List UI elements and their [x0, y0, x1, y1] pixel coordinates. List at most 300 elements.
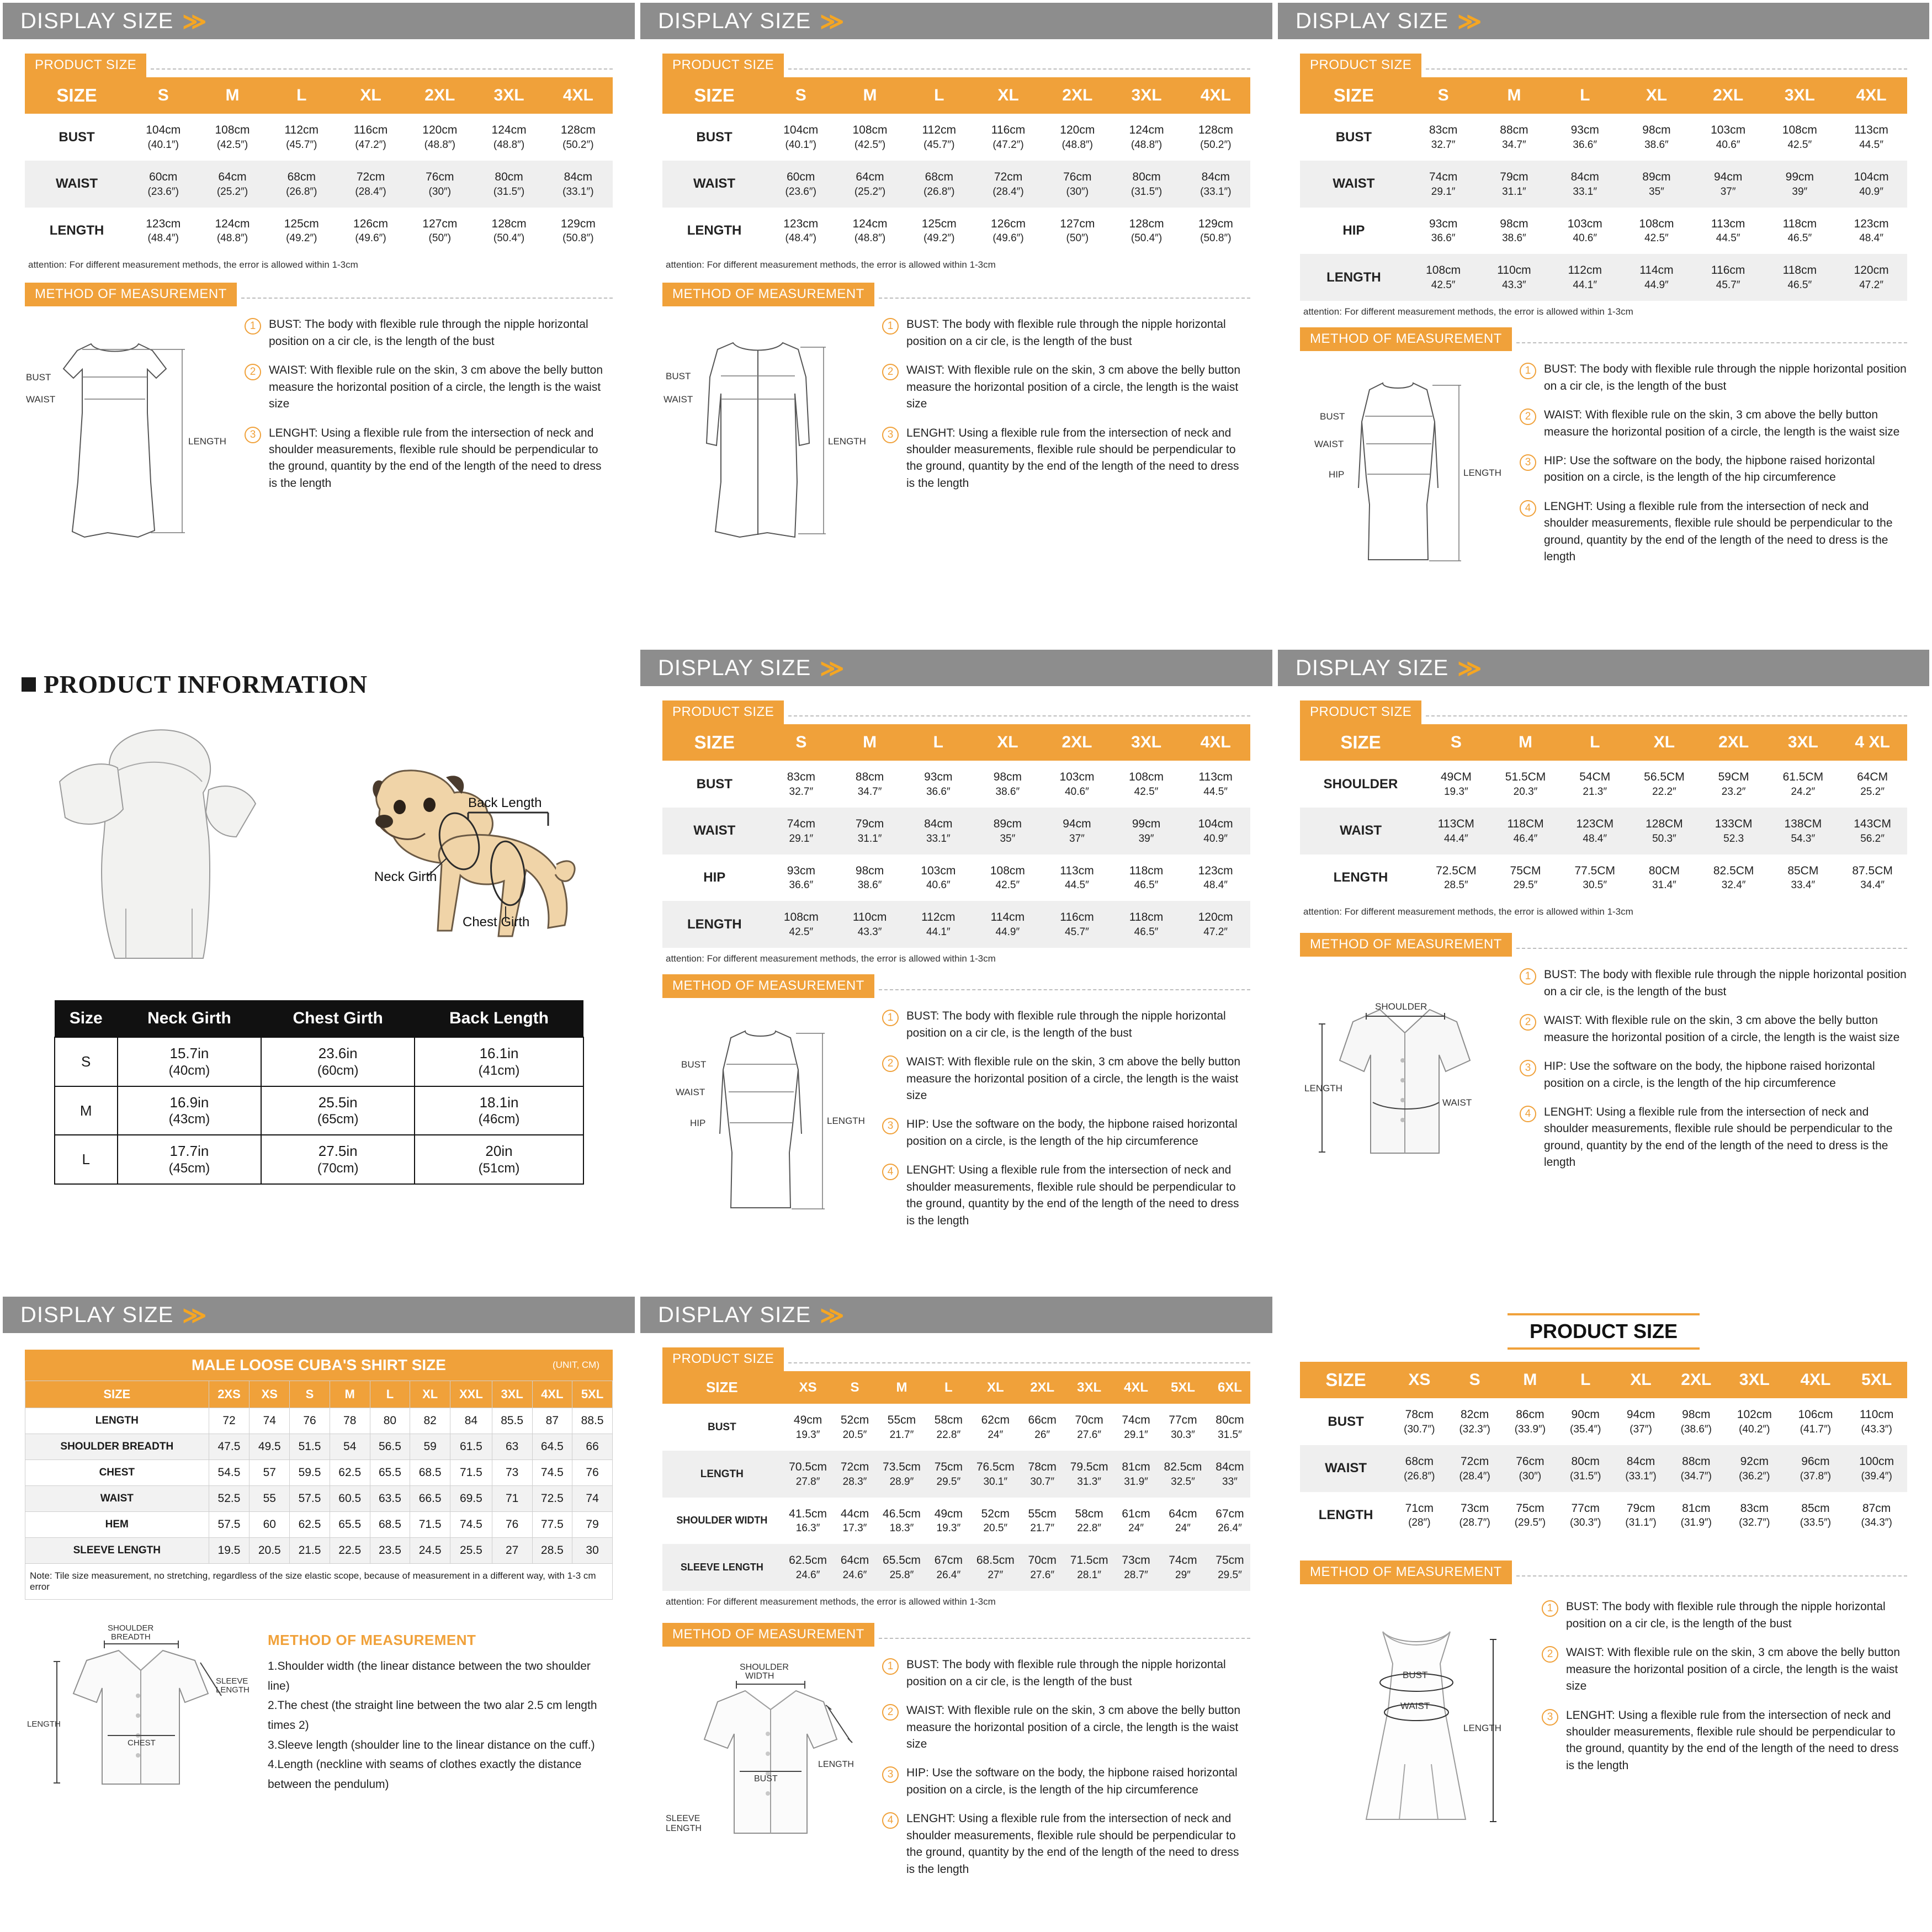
cell: 138CM 54.3″ — [1784, 817, 1822, 845]
product-size-tag: PRODUCT SIZE — [662, 1347, 784, 1371]
cell: 76 — [290, 1408, 330, 1434]
cell: 125cm (49.2″) — [284, 217, 319, 245]
cell: 116cm 45.7″ — [1711, 264, 1745, 291]
step-number: 2 — [1520, 1014, 1536, 1031]
svg-text:WAIST: WAIST — [1442, 1097, 1472, 1108]
measure-text: HIP: Use the software on the body, the hipbone raised horizontal position on a circle, is the length of the hip circumference — [906, 1766, 1238, 1796]
col-size: SIZE — [25, 1381, 209, 1408]
cell: 112cm (45.7″) — [284, 124, 319, 151]
panel-4-product-information — [0, 647, 638, 1294]
col-4xl: 4XL — [1785, 1362, 1846, 1398]
garment-figure-bodycon-dress — [1300, 361, 1510, 582]
cell: 75cm 29.5″ — [1216, 1554, 1244, 1581]
svg-text:BUST: BUST — [26, 372, 51, 383]
step-number: 4 — [1520, 500, 1536, 517]
col-4xl: 4XL — [1181, 724, 1250, 761]
cell: 112cm (45.7″) — [922, 124, 957, 151]
svg-text:LENGTH: LENGTH — [666, 1824, 702, 1834]
cell: 63 — [492, 1434, 532, 1460]
cell: 76 — [572, 1460, 613, 1486]
cell: 60 — [250, 1512, 290, 1538]
table-row — [662, 761, 1250, 808]
col-2xl: 2XL — [1669, 1362, 1724, 1398]
chevron-right-icon: ≫ — [1457, 655, 1479, 681]
cell: 68.5cm 27″ — [976, 1554, 1015, 1581]
cell: 116cm (47.2″) — [991, 124, 1026, 151]
cell: 66.5 — [410, 1486, 450, 1512]
col-m: M — [198, 77, 267, 114]
col-3xl: 3XL — [492, 1381, 532, 1408]
cuba-title-text: MALE LOOSE CUBA'S SHIRT SIZE — [192, 1356, 446, 1373]
col-5xl: 5XL — [1156, 1371, 1209, 1404]
cell: 103cm 40.6″ — [921, 864, 956, 891]
col-l: L — [928, 1371, 969, 1404]
measure-text: BUST: The body with flexible rule through the nipple horizontal position on a cir cle, is the length of the bust — [1566, 1600, 1886, 1630]
display-size-label: DISPLAY SIZE — [20, 1302, 174, 1327]
measure-item-hip — [1520, 1058, 1907, 1092]
cell: 104cm 40.9″ — [1854, 170, 1889, 198]
cell: 116cm (47.2″) — [353, 124, 388, 151]
cell: 94cm 37″ — [1063, 817, 1091, 845]
product-size-tag: PRODUCT SIZE — [25, 54, 146, 77]
col-xl: XL — [969, 1371, 1022, 1404]
cell: 88cm (34.7″) — [1680, 1455, 1712, 1482]
cell: 52cm 20.5″ — [840, 1414, 869, 1441]
cell: 99cm 39″ — [1785, 170, 1814, 198]
cell: 59.5 — [290, 1460, 330, 1486]
cell: 120cm (48.8″) — [422, 124, 458, 151]
measure-item-waist — [882, 1702, 1250, 1753]
cell: 69.5 — [450, 1486, 492, 1512]
measure-text: WAIST: With flexible rule on the skin, 3 cm above the belly button measure the horizontal position of a circle, the length is the waist size — [269, 364, 603, 411]
cell: 80cm 31.5″ — [1216, 1414, 1244, 1441]
step-number: 1 — [882, 1658, 899, 1675]
dashed-rule — [1516, 1575, 1907, 1577]
cell: 57 — [250, 1460, 290, 1486]
product-information-title: PRODUCT INFORMATION — [44, 670, 368, 698]
cell: 64cm (25.2″) — [216, 170, 248, 198]
table-row — [1300, 1398, 1907, 1445]
step-number: 2 — [1520, 408, 1536, 425]
row-label: SLEEVE LENGTH — [25, 1538, 209, 1564]
garment-figure-dress-shirt — [662, 1657, 872, 1890]
page-title — [3, 650, 635, 699]
method-of-measurement-tag: METHOD OF MEASUREMENT — [1300, 327, 1512, 351]
dashed-rule — [1426, 68, 1907, 70]
cell: 88cm 34.7″ — [1500, 124, 1528, 151]
cell: 84cm 33.1″ — [1570, 170, 1599, 198]
cell: 143CM 56.2″ — [1854, 817, 1891, 845]
product-size-section-5 — [640, 686, 1272, 964]
cell: 17.7in (45cm) — [118, 1135, 261, 1184]
cell: 118cm 46.5″ — [1782, 264, 1817, 291]
measure-item-length — [882, 425, 1250, 492]
step-number: 3 — [1542, 1709, 1558, 1726]
dashed-rule — [788, 715, 1250, 716]
cell: 61.5 — [450, 1434, 492, 1460]
measure-item-waist — [882, 362, 1250, 412]
step-number: 1 — [1520, 363, 1536, 379]
col-s: S — [1447, 1362, 1502, 1398]
table-row — [25, 1512, 613, 1538]
cell: 113cm 44.5″ — [1198, 771, 1233, 798]
dashed-rule — [241, 298, 613, 299]
table-row — [1300, 1492, 1907, 1539]
col-size: SIZE — [1300, 1362, 1392, 1398]
cell: 93cm 36.6″ — [787, 864, 816, 891]
table-row — [662, 1404, 1250, 1451]
measure-text: WAIST: With flexible rule on the skin, 3 cm above the belly button measure the horizontal position of a circle, the length is the waist size — [906, 1055, 1241, 1102]
row-label: LENGTH — [49, 223, 104, 238]
cell: 85cm (33.5″) — [1800, 1501, 1832, 1529]
cell: 81cm 31.9″ — [1122, 1460, 1150, 1488]
row-label: BUST — [1328, 1414, 1364, 1429]
col-m: M — [875, 1371, 928, 1404]
table-row — [662, 1544, 1250, 1591]
col-m: M — [835, 77, 904, 114]
attention-note: attention: For different measurement methods, the error is allowed within 1-3cm — [666, 1596, 996, 1607]
dog-hoodie-illustration — [3, 699, 635, 986]
cuba-note: Note: Tile size measurement, no stretching, regardless of the size elastic scope, because of measurement in a different way, with 1-3 cm error — [25, 1564, 613, 1600]
measure-item-waist — [1520, 407, 1907, 440]
cell: 118cm 46.5″ — [1129, 911, 1164, 938]
cell: 128cm (50.2″) — [560, 124, 596, 151]
col-s: S — [290, 1381, 330, 1408]
cell: 76cm (30″) — [426, 170, 454, 198]
cell: 112cm 44.1″ — [1568, 264, 1602, 291]
cell: 108cm 42.5″ — [1639, 217, 1674, 245]
measure-text: LENGHT: Using a flexible rule from the intersection of neck and shoulder measurements, flexible rule should be perpendicular to the ground, quantity by the end of the length of the need to dress is the length — [906, 1812, 1239, 1876]
col-4xl: 4XL — [532, 1381, 572, 1408]
col-xs: XS — [782, 1371, 835, 1404]
chevron-right-icon: ≫ — [182, 1302, 204, 1328]
method-of-measurement-heading: METHOD OF MEASUREMENT — [268, 1632, 476, 1648]
col-3xl: 3XL — [1769, 724, 1838, 761]
method-line: 3.Sleeve length (shoulder line to the linear distance on the cuff.) — [268, 1738, 595, 1751]
cell: 65.5 — [330, 1512, 370, 1538]
cell: 92cm (36.2″) — [1739, 1455, 1770, 1482]
cell: 76 — [492, 1512, 532, 1538]
cell: 62.5 — [290, 1512, 330, 1538]
table-row — [662, 1498, 1250, 1544]
cell: 22.5 — [330, 1538, 370, 1564]
bullet-square-icon — [22, 677, 36, 692]
svg-text:LENGTH: LENGTH — [827, 1116, 865, 1127]
svg-text:BUST: BUST — [666, 371, 691, 382]
col-2xl: 2XL — [405, 77, 474, 114]
row-label: SHOULDER WIDTH — [676, 1515, 768, 1526]
method-of-measurement-tag: METHOD OF MEASUREMENT — [1300, 1561, 1512, 1584]
cell: 81cm (31.9″) — [1680, 1501, 1712, 1529]
measure-text: HIP: Use the software on the body, the hipbone raised horizontal position on a circle, is the length of the hip circumference — [1544, 454, 1875, 484]
cell: 75cm (29.5″) — [1514, 1501, 1546, 1529]
cell: 72cm (28.4″) — [355, 170, 386, 198]
cell: 123cm (48.4″) — [146, 217, 181, 245]
row-label: CHEST — [25, 1460, 209, 1486]
dashed-rule — [879, 989, 1250, 990]
dashed-rule — [151, 68, 613, 70]
cell: 84cm (33.1″) — [562, 170, 594, 198]
dashed-rule — [1426, 715, 1907, 716]
cell: 123cm (48.4″) — [783, 217, 819, 245]
cell: 93cm 36.6″ — [1429, 217, 1458, 245]
cell: 62.5 — [330, 1460, 370, 1486]
display-size-label: DISPLAY SIZE — [658, 8, 811, 33]
cell: 74cm 29.1″ — [1122, 1414, 1150, 1441]
garment-figure-tshirt-dress — [25, 316, 235, 548]
cell: 114cm 44.9″ — [1639, 264, 1674, 291]
col-m: M — [1479, 77, 1549, 114]
cell: 30 — [572, 1538, 613, 1564]
step-number: 4 — [882, 1812, 899, 1829]
cell: 71.5cm 28.1″ — [1070, 1554, 1108, 1581]
table-row — [662, 114, 1250, 161]
measure-item-bust — [245, 316, 613, 350]
cell: 128CM 50.3″ — [1646, 817, 1683, 845]
row-label: LENGTH — [25, 1408, 209, 1434]
svg-text:Chest Girth: Chest Girth — [462, 915, 529, 930]
measure-item-length — [882, 1811, 1250, 1878]
method-section-2 — [640, 270, 1272, 548]
col-2xl: 2XL — [1043, 77, 1112, 114]
table-row — [25, 114, 613, 161]
method-of-measurement-tag: METHOD OF MEASUREMENT — [662, 974, 874, 998]
svg-text:BUST: BUST — [681, 1059, 707, 1070]
measure-text: BUST: The body with flexible rule through the nipple horizontal position on a cir cle, is the length of the bust — [906, 1658, 1226, 1688]
svg-text:BUST: BUST — [754, 1774, 778, 1784]
step-number: 3 — [245, 427, 261, 443]
cell: 124cm (48.8″) — [1129, 124, 1164, 151]
step-number: 1 — [1542, 1600, 1558, 1617]
table-row — [662, 208, 1250, 254]
product-size-section-3 — [1278, 39, 1929, 317]
col-xl: XL — [973, 724, 1043, 761]
cell: 118cm 46.5″ — [1782, 217, 1817, 245]
row-label: LENGTH — [687, 916, 742, 932]
method-section-6 — [1278, 917, 1929, 1187]
cell: 61cm 24″ — [1122, 1507, 1150, 1535]
table-row — [1300, 208, 1907, 254]
measure-text: LENGHT: Using a flexible rule from the intersection of neck and shoulder measurements, flexible rule should be perpendicular to the ground, quantity by the end of the length of the need to dress is the length — [1544, 500, 1893, 564]
col-s: S — [766, 77, 835, 114]
row-label: L — [55, 1135, 118, 1184]
svg-text:LENGTH: LENGTH — [818, 1760, 854, 1770]
measure-item-hip — [1520, 453, 1907, 486]
product-size-section-6 — [1278, 686, 1929, 917]
col-m: M — [1503, 1362, 1558, 1398]
product-size-title: PRODUCT SIZE — [1508, 1313, 1700, 1350]
cell: 70cm 27.6″ — [1028, 1554, 1057, 1581]
row-label: LENGTH — [700, 1468, 744, 1480]
cell: 57.5 — [209, 1512, 250, 1538]
row-label: HIP — [703, 870, 726, 885]
cell: 71cm (28″) — [1405, 1501, 1434, 1529]
table-row — [662, 161, 1250, 208]
col-5xl: 5XL — [1846, 1362, 1907, 1398]
cell: 113cm 44.5″ — [1060, 864, 1094, 891]
cell: 72cm (28.4″) — [992, 170, 1024, 198]
measure-item-waist — [882, 1054, 1250, 1104]
svg-text:BUST: BUST — [1403, 1670, 1428, 1681]
cell: 63.5 — [370, 1486, 410, 1512]
cell: 64CM 25.2″ — [1857, 771, 1888, 798]
svg-text:BUST: BUST — [1320, 411, 1345, 422]
measure-item-length — [882, 1162, 1250, 1229]
cell: 59 — [410, 1434, 450, 1460]
cell: 59CM 23.2″ — [1718, 771, 1749, 798]
cell: 51.5CM 20.3″ — [1505, 771, 1546, 798]
product-size-tag: PRODUCT SIZE — [662, 700, 784, 724]
cell: 108cm (42.5″) — [852, 124, 888, 151]
cell: 16.9in (43cm) — [118, 1086, 261, 1135]
cell: 118CM 46.4″ — [1507, 817, 1544, 845]
col-s: S — [835, 1371, 875, 1404]
col-l: L — [370, 1381, 410, 1408]
cell: 77cm 30.3″ — [1169, 1414, 1197, 1441]
cell: 27.5in (70cm) — [261, 1135, 415, 1184]
col-2xl: 2XL — [1042, 724, 1112, 761]
svg-text:LENGTH: LENGTH — [1463, 468, 1501, 479]
col-size: SIZE — [662, 1371, 782, 1404]
cell: 127cm (50″) — [1060, 217, 1095, 245]
cell: 84cm 33″ — [1216, 1460, 1244, 1488]
cell: 94cm (37″) — [1626, 1408, 1655, 1435]
col-size: SIZE — [662, 724, 767, 761]
measure-item-waist — [245, 362, 613, 412]
cell: 68.5 — [370, 1512, 410, 1538]
garment-figure-cami-skater-dress — [1300, 1599, 1532, 1836]
svg-text:LENGTH: LENGTH — [1304, 1083, 1342, 1094]
display-size-bar-8 — [640, 1297, 1272, 1333]
chevron-right-icon: ≫ — [820, 1302, 841, 1328]
measure-text: HIP: Use the software on the body, the hipbone raised horizontal position on a circle, is the length of the hip circumference — [906, 1118, 1238, 1148]
cell: 79cm 31.1″ — [1500, 170, 1528, 198]
col-l: L — [904, 724, 973, 761]
cell: 16.1in (41cm) — [415, 1037, 583, 1086]
product-size-section-9 — [1278, 1350, 1929, 1538]
col-l: L — [1549, 77, 1621, 114]
col-3xl: 3XL — [1112, 724, 1181, 761]
cell: 70cm 27.6″ — [1075, 1414, 1103, 1441]
cell: 41.5cm 16.3″ — [789, 1507, 827, 1535]
display-size-bar-7 — [3, 1297, 635, 1333]
cell: 71.5 — [410, 1512, 450, 1538]
cell: 86cm (33.9″) — [1514, 1408, 1546, 1435]
cell: 113cm 44.5″ — [1854, 124, 1888, 151]
size-table-5 — [662, 724, 1250, 948]
col-m: M — [836, 724, 904, 761]
panel-3 — [1275, 0, 1932, 647]
col-2xs: 2XS — [209, 1381, 250, 1408]
col-xl: XL — [1613, 1362, 1668, 1398]
cell: 103cm 40.6″ — [1567, 217, 1602, 245]
cell: 83cm 32.7″ — [1429, 124, 1458, 151]
product-size-heading-wrap — [1278, 1297, 1929, 1350]
cell: 84cm 33.1″ — [924, 817, 953, 845]
panel-7 — [0, 1294, 638, 1932]
measure-text: WAIST: With flexible rule on the skin, 3 cm above the belly button measure the horizontal position of a circle, the length is the waist size — [1566, 1646, 1901, 1693]
cell: 74cm 29.1″ — [1429, 170, 1458, 198]
cell: 74 — [572, 1486, 613, 1512]
cell: 82.5cm 32.5″ — [1164, 1460, 1202, 1488]
cell: 55cm 21.7″ — [887, 1414, 916, 1441]
cell: 120cm 47.2″ — [1854, 264, 1889, 291]
cell: 125cm (49.2″) — [921, 217, 957, 245]
row-label: WAIST — [56, 176, 98, 192]
col-3xl: 3XL — [474, 77, 543, 114]
cell: 104cm 40.9″ — [1198, 817, 1233, 845]
cell: 75cm 29.5″ — [934, 1460, 963, 1488]
cell: 88.5 — [572, 1408, 613, 1434]
row-label: WAIST — [25, 1486, 209, 1512]
measure-text: LENGHT: Using a flexible rule from the intersection of neck and shoulder measurements, flexible rule should be perpendicular to the ground, quantity by the end of the length of the need to dress is the length — [1544, 1106, 1893, 1169]
col-2xl: 2XL — [1692, 77, 1764, 114]
table-row — [662, 901, 1250, 948]
col-s: S — [767, 724, 836, 761]
row-label: SHOULDER BREADTH — [25, 1434, 209, 1460]
cell: 71 — [492, 1486, 532, 1512]
cell: 60cm (23.6″) — [147, 170, 179, 198]
measure-item-bust — [1520, 967, 1907, 1000]
step-number: 2 — [882, 364, 899, 380]
cell: 78cm 30.7″ — [1028, 1460, 1057, 1488]
cell: 18.1in (46cm) — [415, 1086, 583, 1135]
cell: 72.5CM 28.5″ — [1436, 864, 1477, 891]
cell: 120cm 47.2″ — [1198, 911, 1233, 938]
product-size-section-2 — [640, 39, 1272, 270]
cell: 79.5cm 31.3″ — [1070, 1460, 1108, 1488]
svg-text:HIP: HIP — [690, 1118, 706, 1129]
step-number: 4 — [1520, 1106, 1536, 1122]
row-label: HIP — [1342, 223, 1365, 238]
cell: 68cm (26.8″) — [286, 170, 317, 198]
svg-text:BREADTH: BREADTH — [111, 1632, 151, 1642]
attention-note: attention: For different measurement methods, the error is allowed within 1-3cm — [1303, 306, 1633, 317]
table-row — [662, 1451, 1250, 1498]
cell: 102cm (40.2″) — [1737, 1408, 1772, 1435]
cell: 70.5cm 27.8″ — [789, 1460, 827, 1488]
cell: 68cm (26.8″) — [923, 170, 955, 198]
cell: 133CM 52.3 — [1715, 817, 1753, 845]
cell: 54CM 21.3″ — [1579, 771, 1611, 798]
cell: 94cm 37″ — [1713, 170, 1743, 198]
cell: 88cm 34.7″ — [855, 771, 884, 798]
col-back-length: Back Length — [415, 1000, 583, 1037]
table-row — [1300, 761, 1907, 808]
measure-text: LENGHT: Using a flexible rule from the intersection of neck and shoulder measurements, flexible rule should be perpendicular to the ground, quantity by the end of the length of the need to dress is the length — [1566, 1708, 1899, 1772]
cell: 23.6in (60cm) — [261, 1037, 415, 1086]
cell: 72cm (28.4″) — [1459, 1455, 1490, 1482]
cell: 51.5 — [290, 1434, 330, 1460]
row-label: WAIST — [1339, 823, 1382, 838]
cell: 62cm 24″ — [981, 1414, 1010, 1441]
svg-text:WAIST: WAIST — [676, 1087, 705, 1098]
cell: 120cm (48.8″) — [1060, 124, 1095, 151]
cell: 108cm 42.5″ — [783, 911, 819, 938]
measure-item-bust — [882, 1657, 1250, 1690]
cell: 123CM 48.4″ — [1576, 817, 1614, 845]
cell: 74cm 29″ — [1169, 1554, 1197, 1581]
cuba-size-section — [3, 1333, 635, 1600]
col-xl: XL — [1621, 77, 1692, 114]
cell: 61.5CM 24.2″ — [1782, 771, 1824, 798]
cell: 67cm 26.4″ — [1216, 1507, 1244, 1535]
cell: 98cm 38.6″ — [1642, 124, 1671, 151]
cell: 82cm (32.3″) — [1459, 1408, 1490, 1435]
cell: 108cm 42.5″ — [1129, 771, 1164, 798]
cell: 124cm (48.8″) — [215, 217, 250, 245]
cell: 68.5 — [410, 1460, 450, 1486]
